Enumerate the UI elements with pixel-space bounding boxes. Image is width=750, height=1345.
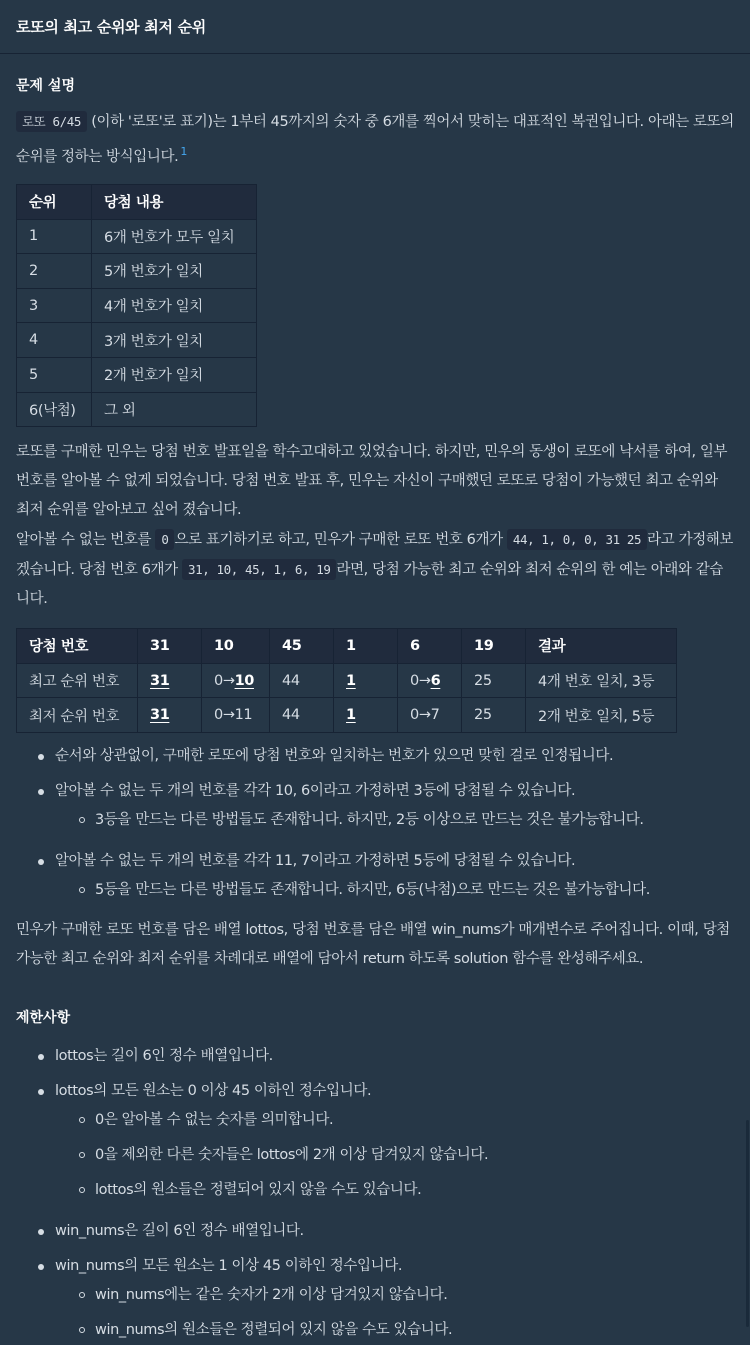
example-header-cell: 결과 bbox=[526, 629, 677, 664]
worst-cell: 25 bbox=[462, 698, 526, 733]
intro-text: (이하 '로또'로 표기)는 1부터 45까지의 숫자 중 6개를 찍어서 맞히는 대표적인 복권입니다. 아래는 로또의 순위를 정하는 방식입니다. bbox=[16, 114, 734, 165]
list-item bbox=[16, 1077, 734, 1205]
worst-cell bbox=[138, 698, 202, 733]
list-item: 5등을 만드는 다른 방법들도 존재합니다. 하지만, 6등(낙첨)으로 만드는 것은 불가능합니다. bbox=[55, 876, 734, 905]
intro-paragraph bbox=[16, 107, 734, 172]
list-item bbox=[16, 1252, 734, 1345]
best-result-cell: 4개 번호 일치, 3등 bbox=[526, 663, 677, 698]
table-row bbox=[17, 254, 257, 289]
problem-header bbox=[0, 0, 750, 54]
example-header-cell: 45 bbox=[270, 629, 334, 664]
list-item bbox=[16, 1042, 734, 1071]
rank-table bbox=[16, 184, 257, 427]
table-row bbox=[17, 392, 257, 427]
example-header-cell: 31 bbox=[138, 629, 202, 664]
constraints-heading: 제한사항 bbox=[16, 1009, 71, 1026]
zero-code: 0 bbox=[155, 529, 174, 550]
worst-cell: 0→11 bbox=[202, 698, 270, 733]
note-text: 순서와 상관없이, 구매한 로또에 당첨 번호와 일치하는 번호가 있으면 맞힌 걸로 인정됩니다. bbox=[55, 747, 614, 764]
constraints-list bbox=[16, 1042, 734, 1345]
matched-number: 6 bbox=[430, 672, 441, 689]
table-row bbox=[17, 663, 677, 698]
footnote-link[interactable]: 1 bbox=[180, 145, 187, 158]
scrollbar-thumb[interactable] bbox=[746, 1120, 749, 1327]
note-text: 알아볼 수 없는 두 개의 번호를 각각 10, 6이라고 가정하면 3등에 당첨될 수 있습니다. bbox=[55, 782, 576, 799]
table-row bbox=[17, 219, 257, 254]
list-item: win_nums에는 같은 숫자가 2개 이상 담겨있지 않습니다. bbox=[55, 1281, 734, 1310]
table-row bbox=[17, 323, 257, 358]
worst-label-cell: 최저 순위 번호 bbox=[17, 698, 138, 733]
list-item: lottos의 원소들은 정렬되어 있지 않을 수도 있습니다. bbox=[55, 1176, 734, 1205]
note-text: 알아볼 수 없는 두 개의 번호를 각각 11, 7이라고 가정하면 5등에 당첨될 수 있습니다. bbox=[55, 852, 576, 869]
lottos-code: 44, 1, 0, 0, 31 25 bbox=[507, 529, 647, 550]
list-item bbox=[16, 742, 734, 771]
sub-list bbox=[55, 876, 734, 905]
rank-desc-cell: 4개 번호가 일치 bbox=[92, 288, 257, 323]
rank-cell: 4 bbox=[17, 323, 92, 358]
rank-cell: 1 bbox=[17, 219, 92, 254]
worst-result-cell: 2개 번호 일치, 5등 bbox=[526, 698, 677, 733]
matched-number: 10 bbox=[234, 672, 254, 689]
rank-cell: 5 bbox=[17, 357, 92, 392]
best-cell bbox=[398, 663, 462, 698]
problem-content bbox=[0, 75, 750, 1345]
lotto-code bbox=[16, 111, 87, 132]
table-row bbox=[17, 698, 677, 733]
example-text-1: 알아볼 수 없는 번호를 bbox=[16, 532, 156, 549]
lotto-code-kr: 로또 bbox=[22, 114, 46, 129]
rank-cell: 2 bbox=[17, 254, 92, 289]
win-nums-code: 31, 10, 45, 1, 6, 19 bbox=[182, 559, 337, 580]
example-text-2: 으로 표기하기로 하고, 민우가 구매한 로또 번호 6개가 bbox=[174, 532, 507, 549]
example-header-cell: 10 bbox=[202, 629, 270, 664]
matched-number: 31 bbox=[150, 672, 170, 689]
worst-cell bbox=[334, 698, 398, 733]
rank-desc-cell: 3개 번호가 일치 bbox=[92, 323, 257, 358]
worst-cell: 44 bbox=[270, 698, 334, 733]
rank-desc-cell: 5개 번호가 일치 bbox=[92, 254, 257, 289]
rank-desc-cell: 그 외 bbox=[92, 392, 257, 427]
rank-desc-cell: 2개 번호가 일치 bbox=[92, 357, 257, 392]
worst-cell: 0→7 bbox=[398, 698, 462, 733]
table-row bbox=[17, 288, 257, 323]
matched-number: 1 bbox=[346, 707, 356, 724]
sub-list bbox=[55, 1281, 734, 1345]
constraint-text: lottos의 모든 원소는 0 이상 45 이하인 정수입니다. bbox=[55, 1082, 372, 1099]
list-item bbox=[16, 1217, 734, 1246]
constraint-text: win_nums의 모든 원소는 1 이상 45 이하인 정수입니다. bbox=[55, 1257, 403, 1274]
rank-table-header bbox=[17, 185, 257, 220]
list-item bbox=[16, 777, 734, 835]
lotto-code-num: 6/45 bbox=[52, 114, 82, 129]
zero-arrow: 0→ bbox=[410, 672, 431, 689]
best-cell bbox=[138, 663, 202, 698]
example-table-header bbox=[17, 629, 677, 664]
example-header-cell: 당첨 번호 bbox=[17, 629, 138, 664]
best-label-cell: 최고 순위 번호 bbox=[17, 663, 138, 698]
example-paragraph bbox=[16, 525, 734, 614]
example-text-4: 라면, 당첨 가능한 최고 순위와 최저 순위의 한 예는 아래와 같습니다. bbox=[16, 562, 723, 608]
sub-list bbox=[55, 1106, 734, 1205]
rank-cell: 6(낙첨) bbox=[17, 392, 92, 427]
list-item: 0을 제외한 다른 숫자들은 lottos에 2개 이상 담겨있지 않습니다. bbox=[55, 1141, 734, 1170]
example-header-cell: 1 bbox=[334, 629, 398, 664]
example-text-3: 라고 가정해보겠습니다. 당첨 번호 6개가 bbox=[16, 532, 734, 579]
list-item: win_nums의 원소들은 정렬되어 있지 않을 수도 있습니다. bbox=[55, 1316, 734, 1345]
example-notes-list bbox=[16, 742, 734, 905]
example-header-cell: 6 bbox=[398, 629, 462, 664]
rank-cell: 3 bbox=[17, 288, 92, 323]
list-item: 3등을 만드는 다른 방법들도 존재합니다. 하지만, 2등 이상으로 만드는 것은 불가능합니다. bbox=[55, 806, 734, 835]
example-header-cell: 19 bbox=[462, 629, 526, 664]
example-table bbox=[16, 628, 677, 733]
problem-title: 로또의 최고 순위와 최저 순위 bbox=[16, 18, 206, 36]
rank-desc-cell: 6개 번호가 모두 일치 bbox=[92, 219, 257, 254]
constraint-text: lottos는 길이 6인 정수 배열입니다. bbox=[55, 1047, 273, 1064]
matched-number: 1 bbox=[346, 672, 356, 689]
matched-number: 31 bbox=[150, 707, 170, 724]
best-cell bbox=[334, 663, 398, 698]
list-item: 0은 알아볼 수 없는 숫자를 의미합니다. bbox=[55, 1106, 734, 1135]
zero-arrow: 0→ bbox=[214, 672, 235, 689]
description-heading: 문제 설명 bbox=[16, 78, 75, 94]
table-row bbox=[17, 357, 257, 392]
best-cell bbox=[202, 663, 270, 698]
rank-header-rank: 순위 bbox=[17, 185, 92, 220]
task-paragraph: 민우가 구매한 로또 번호를 담은 배열 lottos, 당첨 번호를 담은 배열 win_nums가 매개변수로 주어집니다. 이때, 당첨 가능한 최고 순위와 최저 순위를 차례대로 배열에 담아서 return 하도록 solution 함수를 완성해주세요. bbox=[16, 921, 730, 967]
best-cell: 44 bbox=[270, 663, 334, 698]
constraint-text: win_nums은 길이 6인 정수 배열입니다. bbox=[55, 1222, 304, 1239]
rank-header-content: 당첨 내용 bbox=[92, 185, 257, 220]
best-cell: 25 bbox=[462, 663, 526, 698]
sub-list bbox=[55, 806, 734, 835]
list-item bbox=[16, 847, 734, 905]
story-paragraph: 로또를 구매한 민우는 당첨 번호 발표일을 학수고대하고 있었습니다. 하지만, 민우의 동생이 로또에 낙서를 하여, 일부 번호를 알아볼 수 없게 되었습니다. 당첨 번호 발표 후, 민우는 자신이 구매했던 로또로 당첨이 가능했던 최고 순위와 최저 순위를 알아보고 싶어 졌습니다. bbox=[16, 444, 728, 519]
